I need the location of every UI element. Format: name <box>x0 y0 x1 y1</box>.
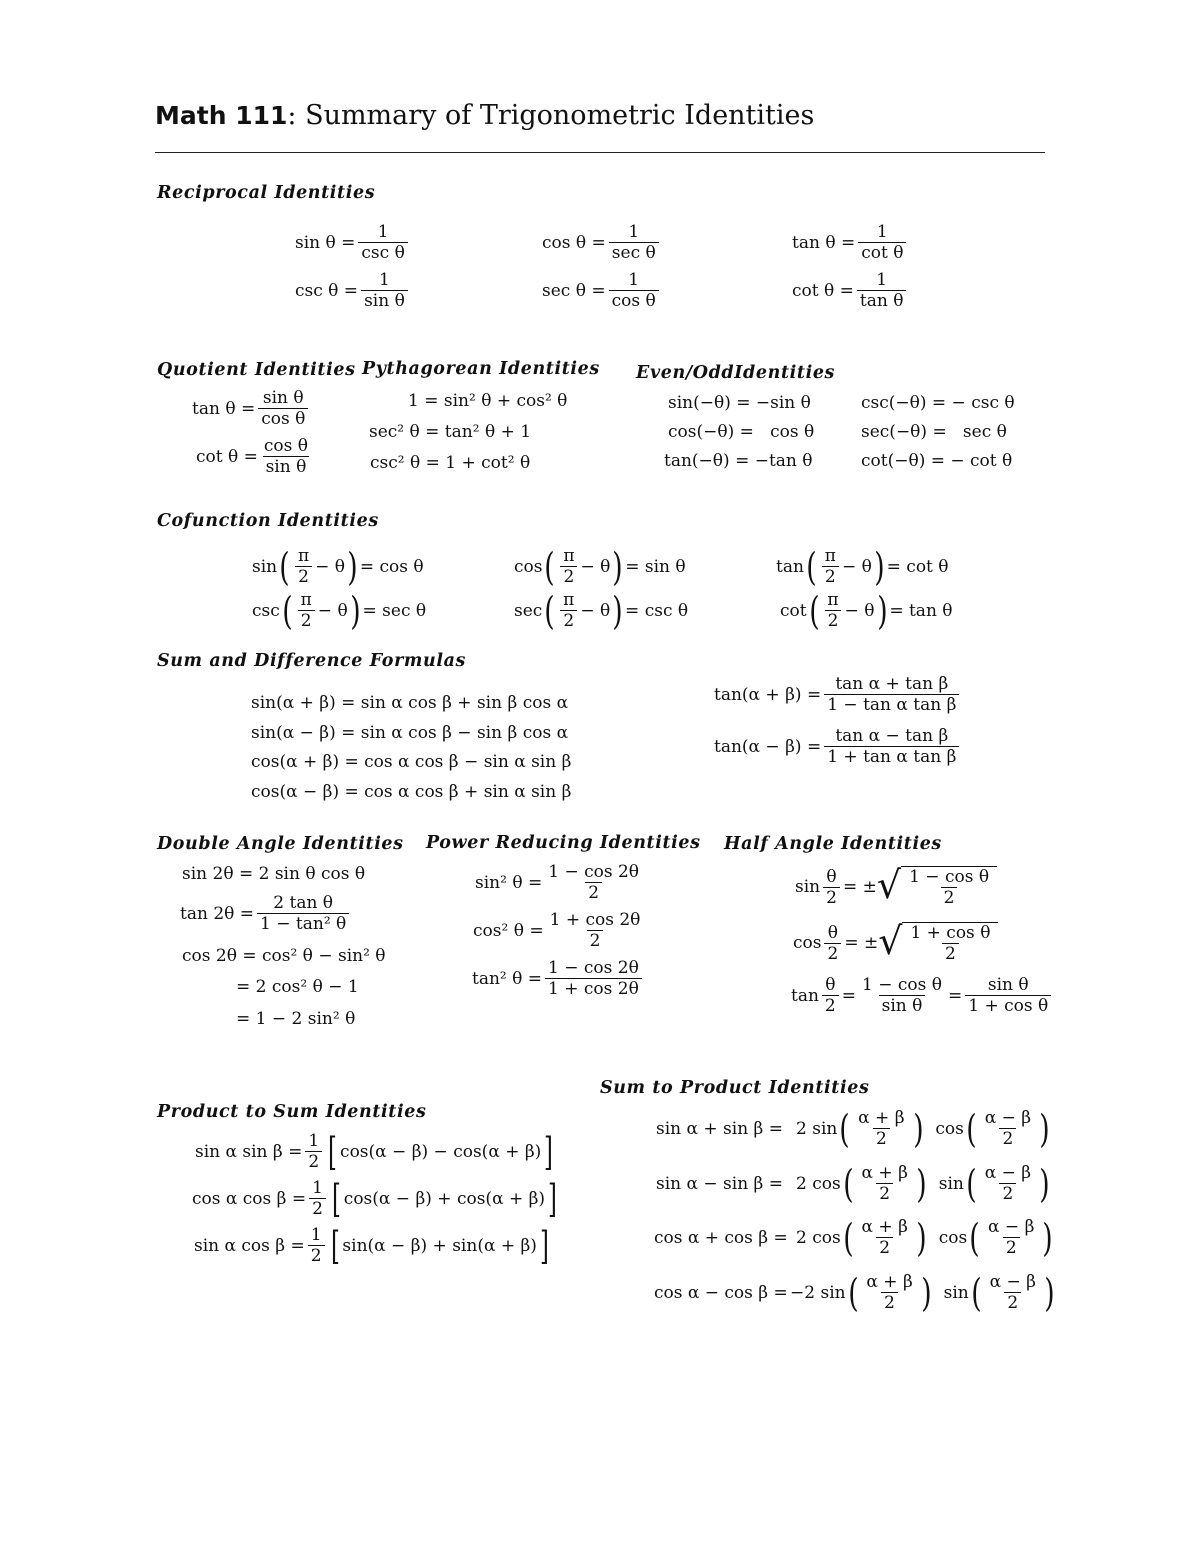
sumdiff-eq: cos(α + β) = cos α cos β − sin α sin β <box>251 752 572 772</box>
fn-label: sin <box>943 1282 969 1303</box>
numerator: α − β <box>984 1163 1032 1183</box>
product-eq <box>192 1178 560 1220</box>
eq-lhs: sin α sin β = <box>195 1141 303 1162</box>
sumdiff-eq: sin(α − β) = sin α cos β − sin β cos α <box>251 723 569 743</box>
pythagorean-eq: csc² θ = 1 + cot² θ <box>370 453 531 473</box>
denominator: sin θ <box>361 290 408 311</box>
numerator: sin θ <box>987 975 1029 995</box>
minus-theta: − θ <box>315 556 346 577</box>
fraction <box>361 270 408 312</box>
numerator: π <box>300 590 312 610</box>
fraction <box>298 590 315 632</box>
sumprod-eq <box>654 1217 1055 1259</box>
evenodd-eq: csc(−θ) = − csc θ <box>861 393 1015 413</box>
numerator: α + β <box>861 1163 908 1183</box>
right-paren: ) <box>612 544 623 589</box>
denominator: 2 <box>876 1183 893 1204</box>
equals: = <box>948 985 963 1006</box>
right-paren: ) <box>347 544 358 589</box>
fraction <box>305 1131 322 1173</box>
fn-label: tan <box>791 985 819 1006</box>
eq-lhs: cot θ = <box>196 446 258 467</box>
fraction <box>823 867 840 909</box>
numerator: 1 <box>628 222 640 242</box>
half-heading: Half Angle Identities <box>724 834 942 854</box>
fraction <box>609 222 659 264</box>
right-paren: ) <box>912 1106 924 1151</box>
fraction <box>858 222 906 264</box>
fraction <box>308 1225 325 1267</box>
double-eq: = 2 cos² θ − 1 <box>236 977 359 997</box>
fraction <box>982 1163 1034 1205</box>
sumprod-eq <box>656 1163 1052 1205</box>
eq-rhs: = tan θ <box>889 600 953 621</box>
right-paren: ) <box>1042 1215 1054 1260</box>
numerator: 1 − cos θ <box>909 867 990 887</box>
left-paren: ( <box>966 1106 977 1151</box>
right-paren: ) <box>874 544 885 589</box>
right-paren: ) <box>349 588 361 633</box>
reciprocal-eq <box>295 270 411 312</box>
denominator: 2 <box>941 887 958 908</box>
radicand <box>901 866 997 909</box>
radical-icon: √ <box>878 919 903 963</box>
fn-label: cos <box>935 1118 964 1139</box>
eq-lhs: sin α − sin β = <box>656 1173 784 1194</box>
sumdiff-eq: cos(α − β) = cos α cos β + sin α sin β <box>251 782 572 802</box>
numerator: α + β <box>858 1108 905 1128</box>
right-paren: ) <box>1039 1106 1050 1151</box>
fraction <box>859 975 945 1017</box>
eq-lhs: tan² θ = <box>472 968 543 989</box>
fraction <box>258 388 308 430</box>
fraction <box>863 1272 915 1314</box>
cofunction-eq <box>252 546 424 588</box>
cofunction-eq <box>252 590 426 632</box>
right-paren: ) <box>916 1215 927 1260</box>
fn-label: cos <box>938 1227 968 1248</box>
cofunction-eq <box>514 546 686 588</box>
fraction <box>824 674 959 716</box>
numerator: 1 + cos θ <box>910 923 991 943</box>
numerator: 1 <box>628 270 640 290</box>
pythagorean-eq: sec² θ = tan² θ + 1 <box>369 422 532 442</box>
numerator: 1 − cos θ <box>862 975 942 995</box>
fraction <box>560 590 577 632</box>
left-paren: ( <box>842 1161 854 1206</box>
minus-theta: − θ <box>580 600 611 621</box>
denominator: 2 <box>999 1183 1016 1204</box>
fraction <box>987 1272 1039 1314</box>
numerator: 1 + cos 2θ <box>549 910 641 930</box>
half-cos-eq <box>793 919 998 965</box>
numerator: α + β <box>866 1272 913 1292</box>
fraction <box>965 975 1051 1017</box>
quotient-heading: Quotient Identities <box>157 360 356 380</box>
numerator: π <box>827 590 839 610</box>
equals: = <box>841 985 856 1006</box>
fraction <box>545 862 642 904</box>
fn-label: sin <box>795 877 821 898</box>
denominator: 1 − tan² θ <box>257 913 349 934</box>
numerator: θ <box>826 866 837 887</box>
fraction <box>985 1217 1037 1259</box>
left-paren: ( <box>970 1270 982 1315</box>
product-eq <box>195 1131 556 1173</box>
power-heading: Power Reducing Identities <box>426 833 701 853</box>
denominator: 2 <box>585 882 602 903</box>
numerator: π <box>824 546 836 566</box>
left-paren: ( <box>806 544 817 589</box>
half-tan-eq <box>791 975 1054 1017</box>
denominator: 2 <box>825 610 842 631</box>
power-eq <box>475 862 645 904</box>
reciprocal-eq <box>542 222 662 264</box>
denominator: cos θ <box>609 290 659 311</box>
fraction <box>822 975 839 1017</box>
denominator: 2 <box>822 995 839 1016</box>
numerator: cos θ <box>263 436 308 456</box>
eq-lhs: sin α + sin β = <box>656 1118 784 1139</box>
eq-lhs: cos θ = <box>542 232 606 253</box>
fn-label: cos <box>793 933 822 954</box>
fn-label: cot <box>780 600 807 621</box>
numerator: 1 − cos 2θ <box>548 958 639 978</box>
reciprocal-eq <box>542 270 662 312</box>
numerator: α + β <box>861 1217 908 1237</box>
double-tan-eq <box>180 893 352 935</box>
eq-lhs: csc θ = <box>295 280 359 301</box>
title-rule <box>155 152 1045 153</box>
numerator: θ <box>825 975 836 995</box>
eq-rhs: = cot θ <box>886 556 949 577</box>
fraction <box>295 546 312 588</box>
fraction <box>309 1178 326 1220</box>
numerator: 1 <box>377 222 389 242</box>
fn-label: sec <box>514 600 543 621</box>
eq-lhs: sin α cos β = <box>194 1235 305 1256</box>
right-bracket: ] <box>544 1129 554 1174</box>
denominator: sin θ <box>879 995 926 1016</box>
left-paren: ( <box>279 544 290 589</box>
eq-lhs: sin² θ = <box>475 872 543 893</box>
sumprod-eq <box>654 1272 1057 1314</box>
denominator: cot θ <box>858 242 906 263</box>
numerator: 2 tan θ <box>273 893 334 913</box>
denominator: cos θ <box>258 408 308 429</box>
eq-rhs: = sec θ <box>362 600 427 621</box>
denominator: 2 <box>824 943 841 964</box>
left-paren: ( <box>544 588 555 633</box>
bracket-content: cos(α − β) − cos(α + β) <box>340 1141 542 1162</box>
right-bracket: ] <box>539 1223 549 1268</box>
minus-theta: − θ <box>580 556 611 577</box>
minus-theta: − θ <box>317 600 348 621</box>
coef: 2 cos <box>796 1227 841 1248</box>
denominator: sin θ <box>263 456 310 477</box>
denominator: 2 <box>822 566 839 587</box>
coef: −2 sin <box>790 1282 846 1303</box>
course-name: Math 111 <box>155 101 288 130</box>
product-heading: Product to Sum Identities <box>157 1102 427 1122</box>
evenodd-eq: sin(−θ) = −sin θ <box>668 393 811 413</box>
bracket-content: sin(α − β) + sin(α + β) <box>342 1235 537 1256</box>
bracket-content: cos(α − β) + cos(α + β) <box>343 1188 546 1209</box>
numerator: α − β <box>984 1108 1032 1128</box>
eq-lhs: tan 2θ = <box>180 903 255 924</box>
fraction <box>906 867 992 909</box>
fraction <box>261 436 311 478</box>
eq-lhs: cos α cos β = <box>192 1188 307 1209</box>
eq-lhs: cos α + cos β = <box>654 1227 788 1248</box>
evenodd-eq: sec(−θ) = sec θ <box>861 422 1007 442</box>
radicand <box>902 922 998 965</box>
left-paren: ( <box>847 1270 859 1315</box>
denominator: sec θ <box>609 242 659 263</box>
evenodd-eq: cot(−θ) = − cot θ <box>861 451 1013 471</box>
eq-lhs: cot θ = <box>792 280 854 301</box>
numerator: 1 <box>310 1225 322 1245</box>
fraction <box>857 270 907 312</box>
quotient-eq <box>192 388 311 430</box>
denominator: tan θ <box>857 290 907 311</box>
cofunction-eq <box>776 546 949 588</box>
eq-lhs: tan(α + β) = <box>714 684 822 705</box>
numerator: tan α + tan β <box>835 674 949 694</box>
eq-rhs: = cos θ <box>359 556 424 577</box>
fraction <box>547 910 644 952</box>
evenodd-heading: Even/OddIdentities <box>636 363 836 383</box>
denominator: 2 <box>873 1128 890 1149</box>
sumprod-eq <box>656 1108 1052 1150</box>
numerator: π <box>563 546 575 566</box>
denominator: 2 <box>560 610 577 631</box>
double-eq: = 1 − 2 sin² θ <box>236 1009 356 1029</box>
right-paren: ) <box>1039 1161 1050 1206</box>
numerator: 1 <box>876 222 888 242</box>
fraction <box>907 923 993 965</box>
numerator: 1 − cos 2θ <box>548 862 640 882</box>
eq-rhs: = sin θ <box>625 556 686 577</box>
sqrt-sign <box>876 863 997 909</box>
fn-label: csc <box>252 600 280 621</box>
numerator: 1 <box>379 270 390 290</box>
reciprocal-eq <box>792 270 909 312</box>
denominator: 2 <box>881 1292 898 1313</box>
denominator: 2 <box>1003 1237 1020 1258</box>
double-eq: sin 2θ = 2 sin θ cos θ <box>182 864 366 884</box>
numerator: π <box>297 546 310 566</box>
right-bracket: ] <box>548 1176 557 1221</box>
fn-label: tan <box>776 556 804 577</box>
denominator: 2 <box>587 930 604 951</box>
cofunction-eq <box>780 590 953 632</box>
numerator: sin θ <box>262 388 304 408</box>
eq-lhs: tan(α − β) = <box>714 736 822 757</box>
minus-theta: − θ <box>841 556 872 577</box>
double-heading: Double Angle Identities <box>157 834 404 854</box>
left-paren: ( <box>969 1215 980 1260</box>
power-eq <box>473 910 646 952</box>
denominator: 1 + cos θ <box>965 995 1051 1016</box>
eq-lhs: tan θ = <box>192 398 256 419</box>
numerator: tan α − tan β <box>835 726 949 746</box>
numerator: α − β <box>988 1217 1035 1237</box>
eq-lhs: sin θ = <box>295 232 356 253</box>
denominator: 2 <box>298 610 315 631</box>
fraction <box>824 726 959 768</box>
sumdiff-eq: sin(α + β) = sin α cos β + sin β cos α <box>251 693 569 713</box>
page-title <box>155 100 814 131</box>
fraction <box>982 1108 1034 1150</box>
denominator: 2 <box>560 566 577 587</box>
fraction <box>824 923 841 965</box>
eq-lhs: sec θ = <box>542 280 606 301</box>
left-paren: ( <box>808 588 820 633</box>
half-sin-eq <box>795 863 997 909</box>
right-paren: ) <box>876 588 888 633</box>
left-paren: ( <box>544 544 556 589</box>
left-paren: ( <box>839 1106 850 1151</box>
eq-rhs: = csc θ <box>625 600 689 621</box>
left-paren: ( <box>282 588 293 633</box>
radical-icon: √ <box>876 863 902 907</box>
denominator: 2 <box>309 1198 326 1219</box>
cofunction-eq <box>514 590 688 632</box>
fraction <box>358 222 407 264</box>
denominator: 2 <box>876 1237 893 1258</box>
fraction <box>609 270 659 312</box>
fraction <box>824 590 841 632</box>
left-paren: ( <box>842 1215 854 1260</box>
fraction <box>545 958 642 1000</box>
pythagorean-eq: 1 = sin² θ + cos² θ <box>408 391 568 411</box>
left-bracket: [ <box>331 1176 341 1221</box>
denominator: 2 <box>823 887 840 908</box>
plus-minus: = ± <box>842 877 877 898</box>
double-eq: cos 2θ = cos² θ − sin² θ <box>182 946 386 966</box>
coef: 2 sin <box>796 1118 838 1139</box>
numerator: 1 <box>312 1178 323 1198</box>
fraction <box>257 893 349 935</box>
fraction <box>859 1163 911 1205</box>
evenodd-eq: cos(−θ) = cos θ <box>668 422 815 442</box>
right-paren: ) <box>1044 1270 1055 1315</box>
cofunction-heading: Cofunction Identities <box>157 511 379 531</box>
fn-label: cos <box>514 556 543 577</box>
denominator: 1 + cos 2θ <box>545 978 642 999</box>
fn-label: sin <box>938 1173 964 1194</box>
quotient-eq <box>196 436 314 478</box>
denominator: 2 <box>295 566 312 587</box>
denominator: 1 + tan α tan β <box>824 746 959 767</box>
numerator: α − β <box>989 1272 1036 1292</box>
left-bracket: [ <box>328 1129 338 1174</box>
right-paren: ) <box>916 1161 927 1206</box>
numerator: 1 <box>876 270 888 290</box>
right-paren: ) <box>612 588 623 633</box>
fraction <box>560 546 577 588</box>
fraction <box>822 546 839 588</box>
left-bracket: [ <box>330 1223 340 1268</box>
plus-minus: = ± <box>844 933 879 954</box>
fraction <box>859 1217 911 1259</box>
fn-label: sin <box>252 556 278 577</box>
tan-diff-eq <box>714 726 962 768</box>
pythagorean-heading: Pythagorean Identities <box>362 359 600 379</box>
numerator: 1 <box>308 1131 320 1151</box>
numerator: θ <box>827 922 839 943</box>
coef: 2 cos <box>796 1173 841 1194</box>
reciprocal-eq <box>792 222 909 264</box>
denominator: 1 − tan α tan β <box>824 694 959 715</box>
reciprocal-heading: Reciprocal Identities <box>157 183 376 203</box>
denominator: csc θ <box>358 242 407 263</box>
tan-sum-eq <box>714 674 962 716</box>
right-paren: ) <box>921 1270 932 1315</box>
denominator: 2 <box>308 1245 325 1266</box>
minus-theta: − θ <box>844 600 875 621</box>
product-eq <box>194 1225 552 1267</box>
eq-lhs: cos² θ = <box>473 920 544 941</box>
evenodd-eq: tan(−θ) = −tan θ <box>664 451 813 471</box>
sumdiff-heading: Sum and Difference Formulas <box>157 651 466 671</box>
eq-lhs: tan θ = <box>792 232 856 253</box>
denominator: 2 <box>942 943 959 964</box>
eq-lhs: cos α − cos β = <box>654 1282 788 1303</box>
denominator: 2 <box>305 1151 322 1172</box>
power-eq <box>472 958 645 1000</box>
title-text: : Summary of Trigonometric Identities <box>287 100 815 131</box>
denominator: 2 <box>1004 1292 1021 1313</box>
reciprocal-eq <box>295 222 411 264</box>
sqrt-sign <box>878 919 998 965</box>
fraction <box>855 1108 907 1150</box>
left-paren: ( <box>966 1161 977 1206</box>
sumprod-heading: Sum to Product Identities <box>600 1078 870 1098</box>
numerator: π <box>563 590 575 610</box>
denominator: 2 <box>999 1128 1016 1149</box>
